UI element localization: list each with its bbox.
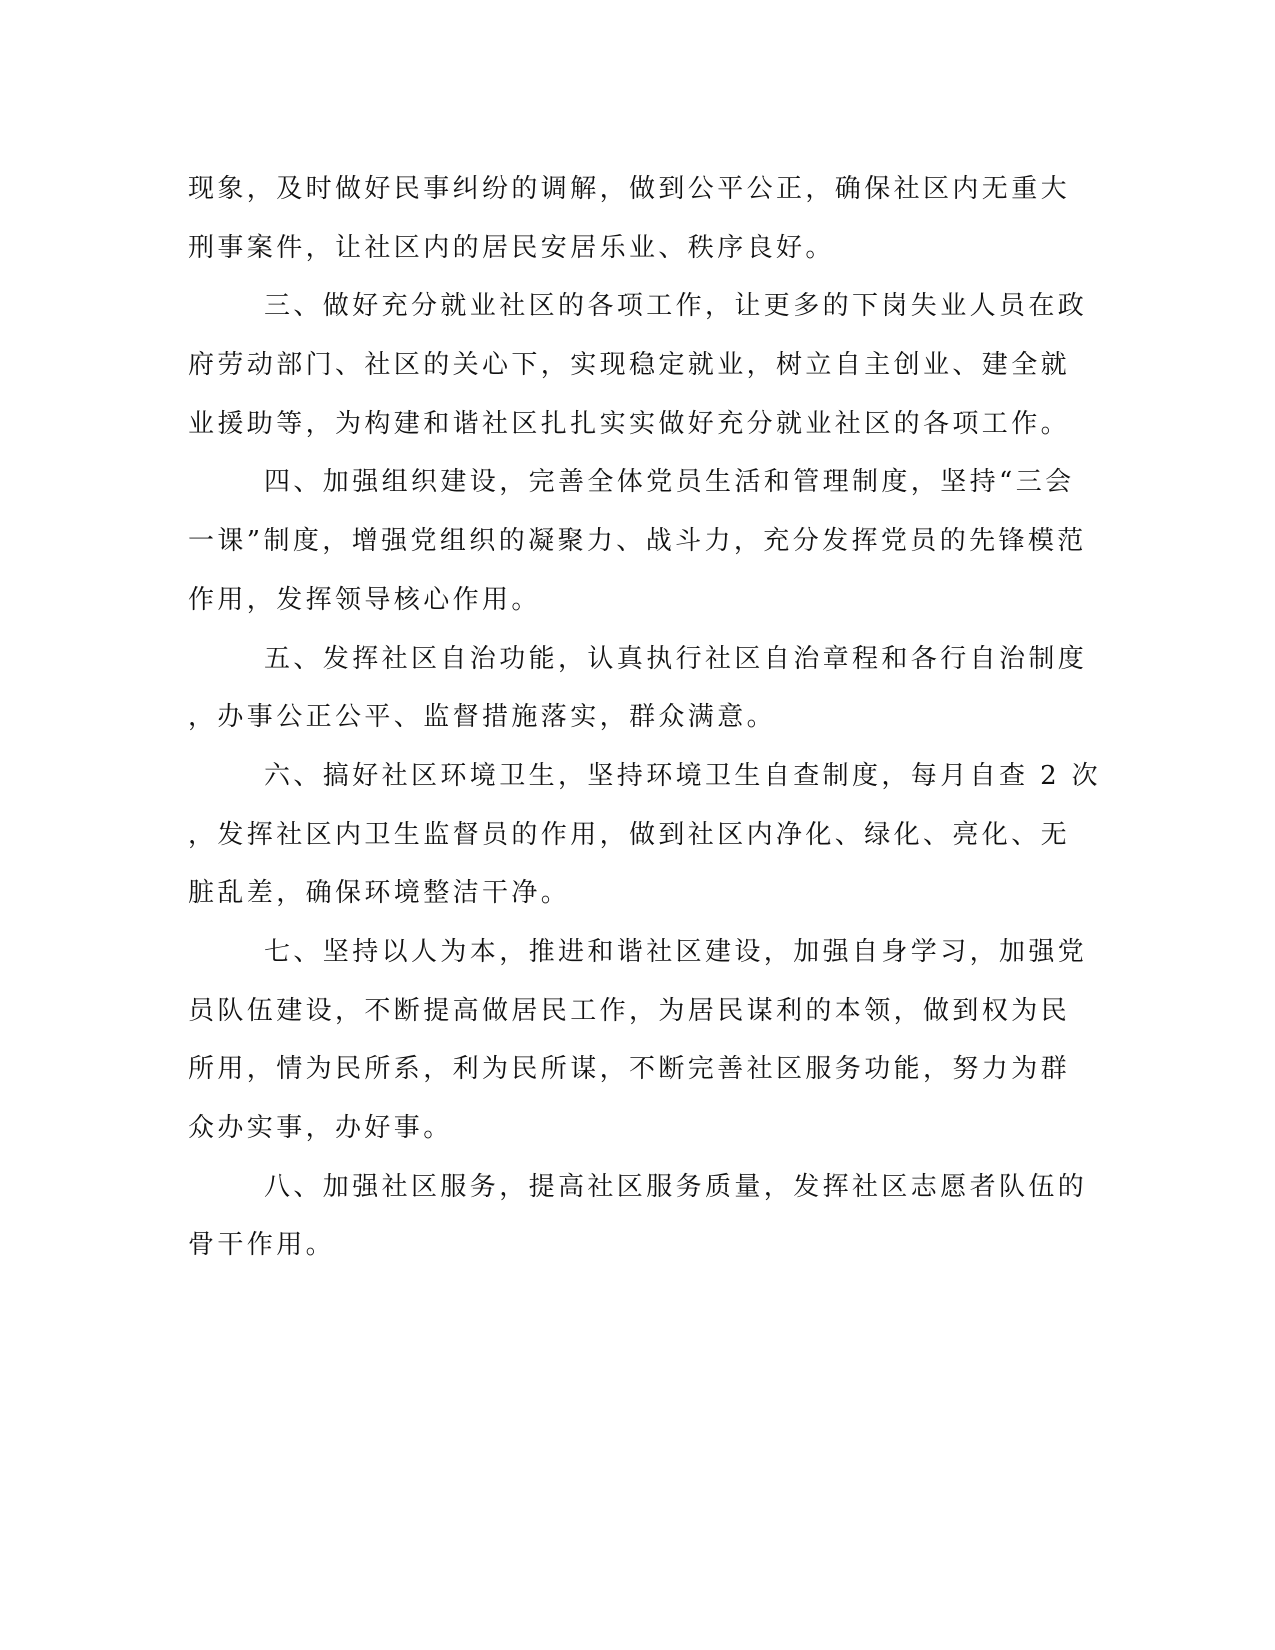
paragraph-start-line: 六、搞好社区环境卫生，坚持环境卫生自查制度，每月自查 2 次: [264, 760, 1102, 791]
paragraph-start-line: 四、加强组织建设，完善全体党员生活和管理制度，坚持“三会: [264, 467, 1075, 498]
text-line: 业援助等，为构建和谐社区扎扎实实做好充分就业社区的各项工作。: [188, 408, 1071, 439]
text-line: 作用，发挥领导核心作用。: [188, 584, 541, 615]
text-line: 一课”制度，增强党组织的凝聚力、战斗力，充分发挥党员的先锋模范: [188, 526, 1087, 557]
text-line: 员队伍建设，不断提高做居民工作，为居民谋利的本领，做到权为民: [188, 995, 1071, 1026]
paragraph-start-line: 五、发挥社区自治功能，认真执行社区自治章程和各行自治制度: [264, 643, 1088, 674]
document-body: [188, 160, 1102, 1275]
text-line: 府劳动部门、社区的关心下，实现稳定就业，树立自主创业、建全就: [188, 350, 1071, 381]
text-line: 脏乱差，确保环境整洁干净。: [188, 878, 571, 909]
paragraph-start-line: 八、加强社区服务，提高社区服务质量，发挥社区志愿者队伍的: [264, 1171, 1088, 1202]
paragraph-start-line: 七、坚持以人为本，推进和谐社区建设，加强自身学习，加强党: [264, 936, 1088, 967]
paragraph-start-line: 三、做好充分就业社区的各项工作，让更多的下岗失业人员在政: [264, 291, 1088, 322]
text-line: 现象，及时做好民事纠纷的调解，做到公平公正，确保社区内无重大: [188, 174, 1071, 204]
text-line: 众办实事，办好事。: [188, 1113, 453, 1143]
text-line: 所用，情为民所系，利为民所谋，不断完善社区服务功能，努力为群: [188, 1054, 1071, 1085]
text-line: 刑事案件，让社区内的居民安居乐业、秩序良好。: [188, 232, 835, 263]
text-line: 骨干作用。: [188, 1230, 336, 1261]
text-line: ，办事公正公平、监督措施落实，群众满意。: [188, 702, 777, 733]
text-line: ，发挥社区内卫生监督员的作用，做到社区内净化、绿化、亮化、无: [188, 819, 1071, 850]
